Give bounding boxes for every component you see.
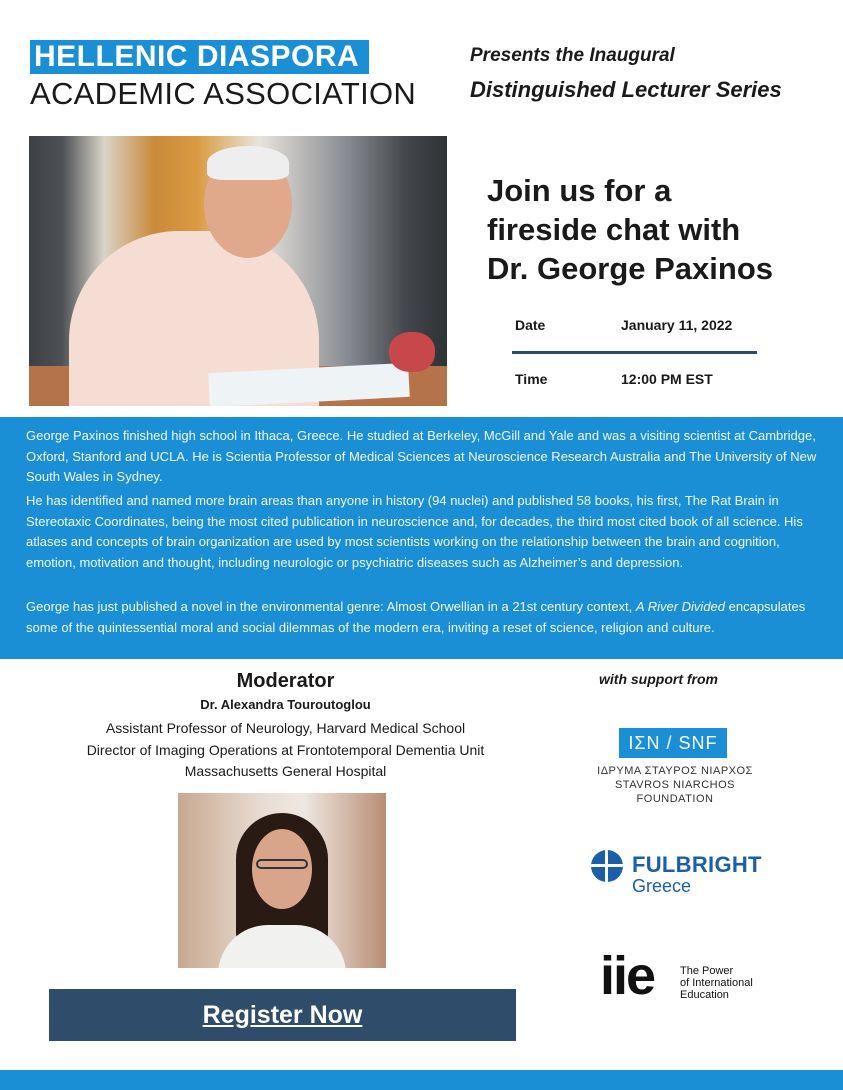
bio-p3-text-end: encapsulates some of the quintessential moral and social dilemmas of the modern era, inviting a reset of science, religion and culture. [26,599,806,635]
bio-section [0,417,843,659]
headline-line2: fireside chat with [487,212,741,247]
footer-bar [0,1070,843,1090]
org-name-line1: HELLENIC DIASPORA [30,40,369,74]
snf-logo: ΙΣΝ / SNF [619,728,727,758]
event-headline [487,171,827,288]
book-title: A River Divided [635,599,726,614]
bio-paragraph-1: George Paxinos finished high school in Ithaca, Greece. He studied at Berkeley, McGill and Yale and was a visiting scientist at Cambridge, Oxford, Stanford and UCLA. He is Scientia Professor of Medical Sciences at Neuroscience Research Australia and The University of New South Wales in Sydney. [26,428,817,484]
snf-english-name-2: FOUNDATION [636,793,714,805]
date-value: January 11, 2022 [621,317,733,333]
iie-tagline-3: Education [680,989,729,1001]
series-title: Distinguished Lecturer Series [470,77,782,102]
bio-p3-text: George has just published a novel in the environmental genre: Almost Orwellian in a 21st century context, [26,599,636,614]
snf-english-name-1: STAVROS NIARCHOS [614,779,736,791]
headline-line3: Dr. George Paxinos [487,251,773,286]
headline-line1: Join us for a [487,173,672,208]
moderator-photo [178,793,386,968]
date-label: Date [515,317,546,333]
fulbright-globe-icon [591,850,623,882]
iie-tagline [680,965,753,1001]
register-now-button[interactable]: Register Now [49,989,516,1041]
moderator-heading: Moderator [236,670,335,692]
fulbright-name: FULBRIGHT [632,852,762,877]
iie-tagline-2: of International [680,977,753,989]
moderator-role-3: Massachusetts General Hospital [184,763,387,779]
speaker-photo [29,136,447,406]
org-name-line2: ACADEMIC ASSOCIATION [30,76,417,111]
iie-tagline-1: The Power [680,965,734,977]
time-label: Time [515,371,548,387]
time-value: 12:00 PM EST [621,371,713,387]
iie-logo: iie [600,946,655,1006]
support-label: with support from [599,671,718,687]
snf-greek-name: ΙΔΡΥΜΑ ΣΤΑΥΡΟΣ ΝΙΑΡΧΟΣ [597,765,753,777]
fulbright-country: Greece [632,876,692,896]
bio-paragraph-2: He has identified and named more brain areas than anyone in history (94 nuclei) and published 58 books, his first, The Rat Brain in Stereotaxic Coordinates, being the most cited publication in neuroscience and, for decades, the third most cited book of all science. His atlases and concepts of brain organization are used by most scientists working on the relationship between the brain and cognition, emotion, motivation and thought, including neurologic or psychiatric diseases such as Alzheimer’s and depression. [26,493,803,570]
moderator-role-1: Assistant Professor of Neurology, Harvard Medical School [105,720,466,736]
divider [512,351,757,354]
presents-text: Presents the Inaugural [470,45,675,66]
bio-paragraph-3 [26,597,826,638]
moderator-role-2: Director of Imaging Operations at Frontotemporal Dementia Unit [86,742,485,758]
moderator-name: Dr. Alexandra Touroutoglou [200,697,371,712]
